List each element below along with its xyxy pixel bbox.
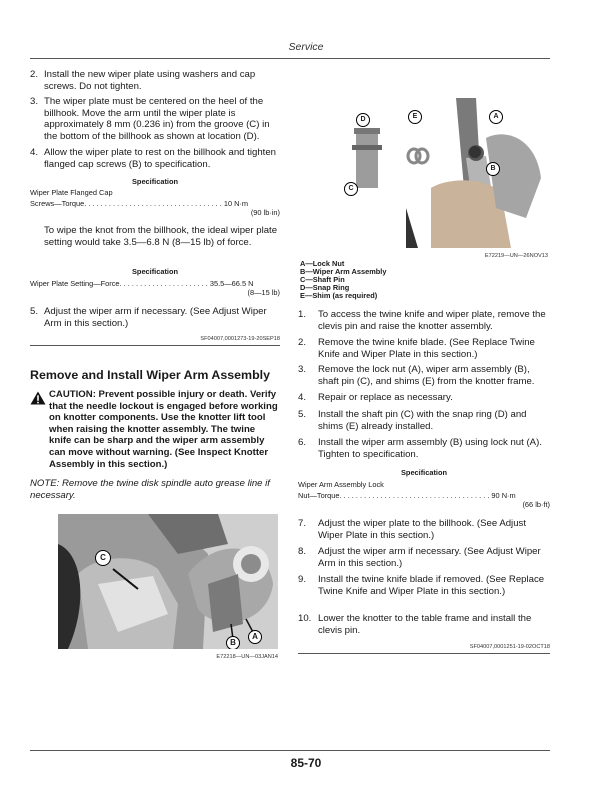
step-1: 1. To access the twine knife and wiper plate, remove the clevis pin and raise the knotter assembly. [298,309,546,332]
spec3-line3: (66 lb·ft) [522,500,550,509]
spec3-line2: Nut—Torque. . . . . . . . . . . . . . . . . . . . . . . . . . . . . . . . . . . . . 90 N·m [298,491,516,500]
callout-b: B [486,162,500,176]
callout-a: A [248,630,262,644]
callout-e: E [408,110,422,124]
section-rule-left [30,345,280,346]
page-number: 85-70 [290,756,322,770]
warning-icon [30,391,46,410]
caution-text: CAUTION: Prevent possible injury or death. Verify that the needle lockout is engaged before working on knotter components. Use the knotter lift tool when raising the knotter assembly. The twine knife can be sharp and the wiper arm assembly can move without warning. (See Inspect Knotter Assembly in this section.) [49,389,278,470]
step-4-right: 4. Repair or replace as necessary. [298,392,453,403]
callout-b: B [226,636,240,649]
legend-b: B—Wiper Arm Assembly [300,267,387,276]
reference-code-2: SF04007,0001251-19-02OCT18 [469,644,550,650]
photo-ref-left: E72218—UN—03JAN14 [216,654,278,660]
callout-c: C [344,182,358,196]
legend-c: C—Shaft Pin [300,275,345,284]
spec3-line1: Wiper Arm Assembly Lock [298,480,384,489]
spec2-line2: (8—15 lb) [247,288,280,297]
legend-e: E—Shim (as required) [300,291,378,300]
photo-ref-right: E72219—UN—26NOV13 [484,253,548,259]
caution-block [30,389,280,470]
callout-c: C [95,550,111,566]
page-header: Service [288,41,324,53]
spec1-heading: Specification [132,177,178,186]
step-3-right: 3. Remove the lock nut (A), wiper arm assembly (B), shaft pin (C), and shims (E) from the knotter frame. [298,364,535,387]
step-2-right: 2. Remove the twine knife blade. (See Replace Twine Knife and Wiper Plate in this section.) [298,337,535,360]
step-9: 9. Install the twine knife blade if removed. (See Replace Twine Knife and Wiper Plate in this section.) [298,574,545,597]
step-5-left: 5. Adjust the wiper arm if necessary. (See Adjust Wiper Arm in this section.) [30,306,267,329]
spec1-line2: Screws—Torque. . . . . . . . . . . . . . . . . . . . . . . . . . . . . . . . . . 10 N·m [30,199,249,208]
callout-d: D [356,113,370,127]
spec2-line1: Wiper Plate Setting—Force. . . . . . . . . . . . . . . . . . . . . . 35.5—66.5 N [30,279,254,288]
wiper-arm-photo-right [336,98,548,248]
section-title: Remove and Install Wiper Arm Assembly [30,368,270,382]
callout-a: A [489,110,503,124]
step-10: 10. Lower the knotter to the table frame and install the clevis pin. [298,613,532,636]
step-8: 8. Adjust the wiper arm if necessary. (See Adjust Wiper Arm in this section.) [298,546,541,569]
spec3-heading: Specification [401,468,447,477]
step-3: 3. The wiper plate must be centered on the heel of the billhook. Move the arm until the wiper plate is approximately 8 mm (0.236 in) from the groove (C) in the bottom of the billhook as shown at location (D). [30,96,270,142]
header-rule [30,58,550,59]
step-6-right: 6. Install the wiper arm assembly (B) using lock nut (A). Tighten to specification. [298,437,542,460]
legend-d: D—Snap Ring [300,283,350,292]
step-4: 4. Allow the wiper plate to rest on the billhook and tighten flanged cap screws (B) to specification. [30,147,276,170]
step-5-right: 5. Install the shaft pin (C) with the snap ring (D) and shims (E) already installed. [298,409,527,432]
note-text: NOTE: Remove the twine disk spindle auto grease line if necessary. [30,478,270,501]
legend-a: A—Lock Nut [300,259,345,268]
spec1-line1: Wiper Plate Flanged Cap [30,188,113,197]
step-7: 7. Adjust the wiper plate to the billhook. (See Adjust Wiper Plate in this section.) [298,518,526,541]
footer-rule [30,750,550,751]
reference-code-1: SF04007,0001273-19-20SEP18 [200,336,280,342]
spec1-line3: (90 lb·in) [250,208,280,217]
ideal-setting-paragraph: To wipe the knot from the billhook, the ideal wiper plate setting would take 3.5—6.8 N (8—15 lb) of force. [44,225,278,248]
step-2: 2. Install the new wiper plate using washers and cap screws. Do not tighten. [30,69,256,92]
section-rule-right [298,653,550,654]
knotter-photo-left [58,514,278,649]
spec2-heading: Specification [132,267,178,276]
